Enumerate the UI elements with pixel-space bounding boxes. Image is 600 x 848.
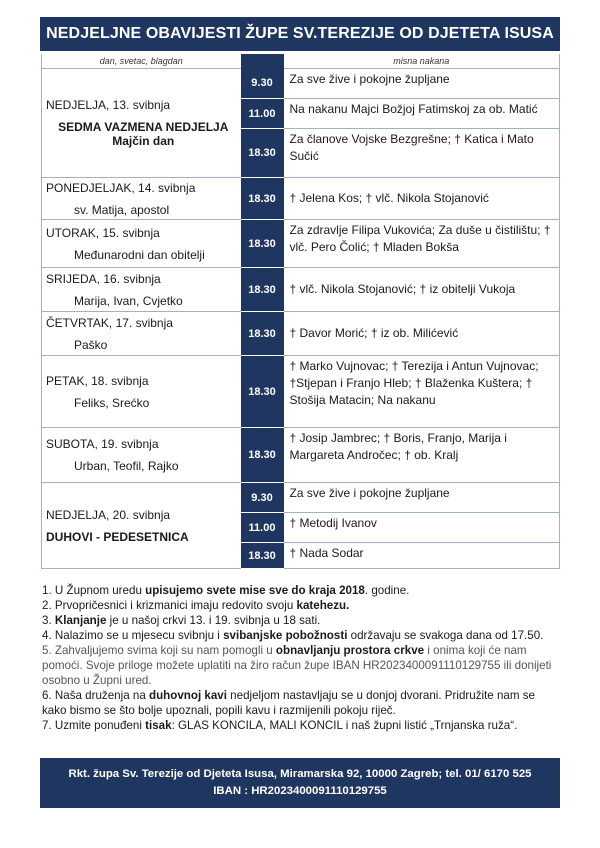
table-row (42, 178, 560, 220)
mass-time: 18.30 (241, 129, 284, 178)
mass-intention: † Marko Vujnovac; † Terezija i Antun Vujnovac; †Stjepan i Franjo Hleb; † Blaženka Kuštera; † Stošija Matacin; Na nakanu (284, 356, 560, 428)
note-6: 6. Naša druženja na duhovnoj kavi nedjeljom nastavljaju se u donjoj dvorani. Pridružite nam se kako bismo se što bolje upoznali, popili kavu i razmijenili pokoju riječ. (42, 689, 535, 717)
mass-intention: Na nakanu Majci Božjoj Fatimskoj za ob. Matić (284, 99, 560, 129)
note-2: 2. Prvopričesnici i krizmanici imaju redovito svoju katehezu. (42, 599, 350, 612)
table-row (42, 356, 560, 428)
mass-schedule-table (41, 54, 560, 569)
day-label: NEDJELJA, 13. svibnja (46, 98, 171, 112)
day-cell (42, 483, 241, 569)
mass-intention: Za članove Vojske Bezgrešne; † Katica i Mato Sučić (284, 129, 560, 178)
mass-intention: † Davor Morić; † iz ob. Milićević (284, 312, 560, 356)
day-cell (42, 312, 241, 356)
day-cell (42, 178, 241, 220)
day-cell (42, 356, 241, 428)
page-title: NEDJELJNE OBAVIJESTI ŽUPE SV.TEREZIJE OD DJETETA ISUSA (40, 17, 560, 51)
header-day: dan, svetac, blagdan (42, 54, 241, 69)
note-1: 1. U Župnom uredu upisujemo svete mise sve do kraja 2018. godine. (42, 584, 410, 597)
table-row (42, 268, 560, 312)
announcements (42, 583, 562, 733)
mass-time: 18.30 (241, 543, 284, 569)
table-row (42, 483, 560, 513)
footer-iban: IBAN : HR2023400091110129755 (213, 785, 387, 797)
mass-intention: † Metodij Ivanov (284, 513, 560, 543)
footer-address: Rkt. župa Sv. Terezije od Djeteta Isusa, Miramarska 92, 10000 Zagreb; tel. 01/ 6170 525 (68, 768, 532, 780)
saint-label: sv. Matija, apostol (74, 202, 170, 217)
day-label: NEDJELJA, 20. svibnja (46, 507, 171, 522)
note-3: 3. Klanjanje je u našoj crkvi 13. i 19. svibnja u 18 sati. (42, 614, 321, 627)
mass-time: 11.00 (241, 513, 284, 543)
mass-intention: † Jelena Kos; † vlč. Nikola Stojanović (284, 178, 560, 220)
mass-intention: Za zdravlje Filipa Vukovića; Za duše u čistilištu; † vlč. Pero Čolić; † Mladen Bokša (284, 220, 560, 268)
day-cell (42, 268, 241, 312)
saint-label: Marija, Ivan, Cvjetko (74, 293, 183, 308)
feast-label: DUHOVI - PEDESETNICA (46, 529, 189, 544)
day-label: PONEDJELJAK, 14. svibnja (46, 180, 196, 195)
table-header-row (42, 54, 560, 69)
mass-time: 11.00 (241, 99, 284, 129)
header-intention: misna nakana (284, 54, 560, 69)
mass-time: 18.30 (241, 356, 284, 428)
note-7: 7. Uzmite ponuđeni tisak: GLAS KONCILA, MALI KONCIL i naš župni listić „Trnjanska ruža“. (42, 719, 518, 732)
saint-label: Paško (74, 337, 108, 352)
mass-intention: Za sve žive i pokojne župljane (284, 483, 560, 513)
mass-time: 18.30 (241, 220, 284, 268)
mass-time: 18.30 (241, 178, 284, 220)
mass-intention: † Josip Jambrec; † Boris, Franjo, Marija i Margareta Andročec; † ob. Kralj (284, 428, 560, 483)
mass-time: 18.30 (241, 312, 284, 356)
mass-time: 9.30 (241, 69, 284, 99)
table-row (42, 312, 560, 356)
day-cell (42, 220, 241, 268)
note-4: 4. Nalazimo se u mjesecu svibnju i svibanjske pobožnosti održavaju se svakoga dana od 17.50. (42, 629, 544, 642)
saint-label: Međunarodni dan obitelji (74, 247, 205, 262)
day-cell (42, 428, 241, 483)
day-label: UTORAK, 15. svibnja (46, 225, 160, 240)
footer-contact (40, 758, 560, 808)
saint-label: Feliks, Srećko (74, 395, 150, 410)
mass-time: 9.30 (241, 483, 284, 513)
day-label: PETAK, 18. svibnja (46, 373, 149, 388)
mass-time: 18.30 (241, 428, 284, 483)
mass-intention: Za sve žive i pokojne župljane (284, 69, 560, 99)
table-row (42, 220, 560, 268)
mass-intention: † Nada Sodar (284, 543, 560, 569)
day-label: ČETVRTAK, 17. svibnja (46, 315, 173, 330)
mass-time: 18.30 (241, 268, 284, 312)
note-5: 5. Zahvaljujemo svima koji su nam pomogli u obnavljanju prostora crkve i onima koji će nam pomoći. Svoje priloge možete uplatiti na žiro račun župe IBAN HR2023400091110129755 ili donijeti osobno u Župni ured. (42, 644, 552, 687)
mass-intention: † vlč. Nikola Stojanović; † iz obitelji Vukoja (284, 268, 560, 312)
day-label: SRIJEDA, 16. svibnja (46, 271, 161, 286)
saint-label: Urban, Teofil, Rajko (74, 459, 179, 473)
table-row (42, 428, 560, 483)
table-row (42, 69, 560, 99)
day-label: SUBOTA, 19. svibnja (46, 437, 159, 451)
day-cell (42, 69, 241, 178)
feast-label: SEDMA VAZMENA NEDJELJA Majčin dan (58, 120, 229, 148)
